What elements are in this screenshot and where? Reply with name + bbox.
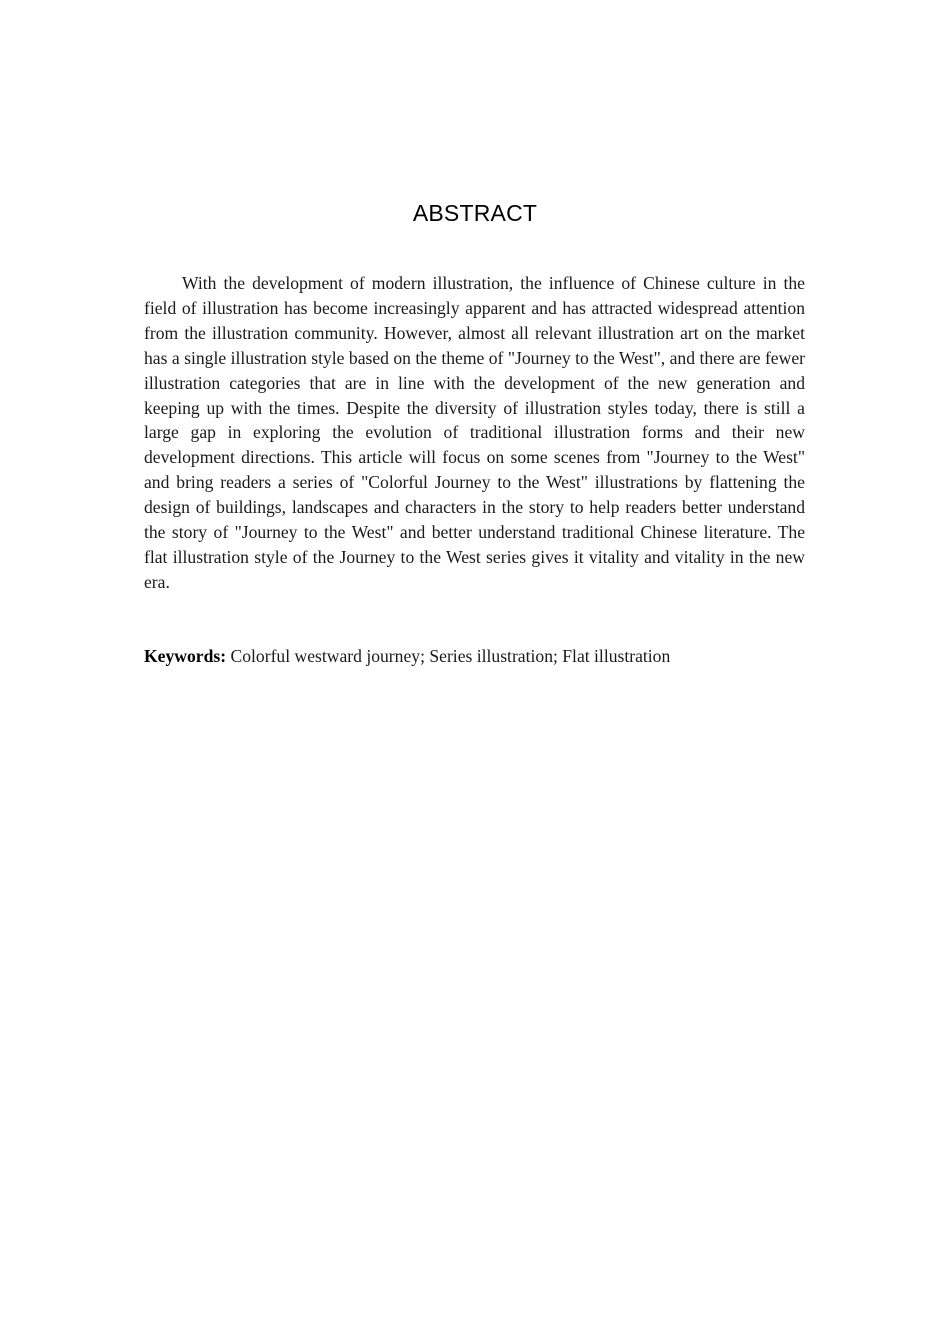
keywords-line <box>144 644 805 669</box>
keywords-label: Keywords: <box>144 646 227 666</box>
keywords-text: Colorful westward journey; Series illustration; Flat illustration <box>226 646 671 666</box>
abstract-paragraph: With the development of modern illustration, the influence of Chinese culture in the field of illustration has become increasingly apparent and has attracted widespread attention from the illustration community. However, almost all relevant illustration art on the market has a single illustration style based on the theme of "Journey to the West", and there are fewer illustration categories that are in line with the development of the new generation and keeping up with the times. Despite the diversity of illustration styles today, there is still a large gap in exploring the evolution of traditional illustration forms and their new development directions. This article will focus on some scenes from "Journey to the West" and bring readers a series of "Colorful Journey to the West" illustrations by flattening the design of buildings, landscapes and characters in the story to help readers better understand the story of "Journey to the West" and better understand traditional Chinese literature. The flat illustration style of the Journey to the West series gives it vitality and vitality in the new era. <box>144 273 805 592</box>
abstract-title: ABSTRACT <box>412 200 538 226</box>
